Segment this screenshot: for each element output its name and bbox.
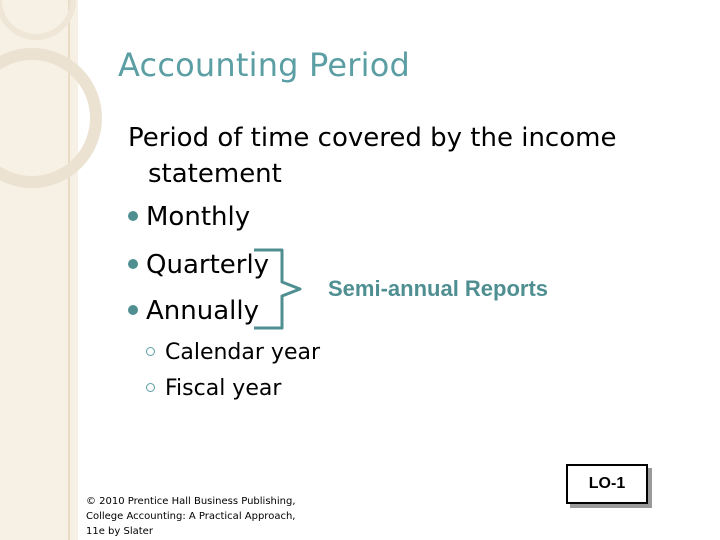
- bullet-monthly: [128, 202, 250, 232]
- learning-objective-badge: LO-1: [566, 464, 648, 504]
- bullet-dot-icon: [128, 259, 138, 269]
- copyright-notice: [86, 494, 326, 539]
- intro-text: [128, 120, 668, 192]
- sub-bullet-fiscal: [146, 376, 281, 401]
- copyright-line: College Accounting: A Practical Approach,: [86, 511, 296, 522]
- curly-brace-icon: [252, 248, 322, 330]
- intro-line-2: statement: [148, 159, 282, 189]
- bullet-dot-icon: [128, 211, 138, 221]
- decorative-ring-large: [0, 48, 102, 188]
- bullet-label: Quarterly: [146, 250, 270, 280]
- slide-title: Accounting Period: [118, 46, 411, 84]
- copyright-line: © 2010 Prentice Hall Business Publishing,: [86, 496, 296, 507]
- sub-bullet-calendar: [146, 340, 320, 365]
- bullet-dot-icon: [128, 305, 138, 315]
- bullet-label: Annually: [146, 296, 259, 326]
- semi-annual-label: Semi-annual Reports: [328, 276, 549, 301]
- bullet-annually: [128, 296, 259, 326]
- ring-bullet-icon: [146, 383, 155, 392]
- copyright-line: 11e by Slater: [86, 526, 153, 537]
- intro-line-1: Period of time covered by the income: [128, 123, 617, 153]
- decorative-ring-small: [0, 0, 76, 40]
- bullet-quarterly: [128, 250, 269, 280]
- sub-bullet-label: Fiscal year: [165, 376, 282, 401]
- sub-bullet-label: Calendar year: [165, 340, 320, 365]
- decorative-sidebar: [0, 0, 78, 540]
- ring-bullet-icon: [146, 347, 155, 356]
- bullet-label: Monthly: [146, 202, 251, 232]
